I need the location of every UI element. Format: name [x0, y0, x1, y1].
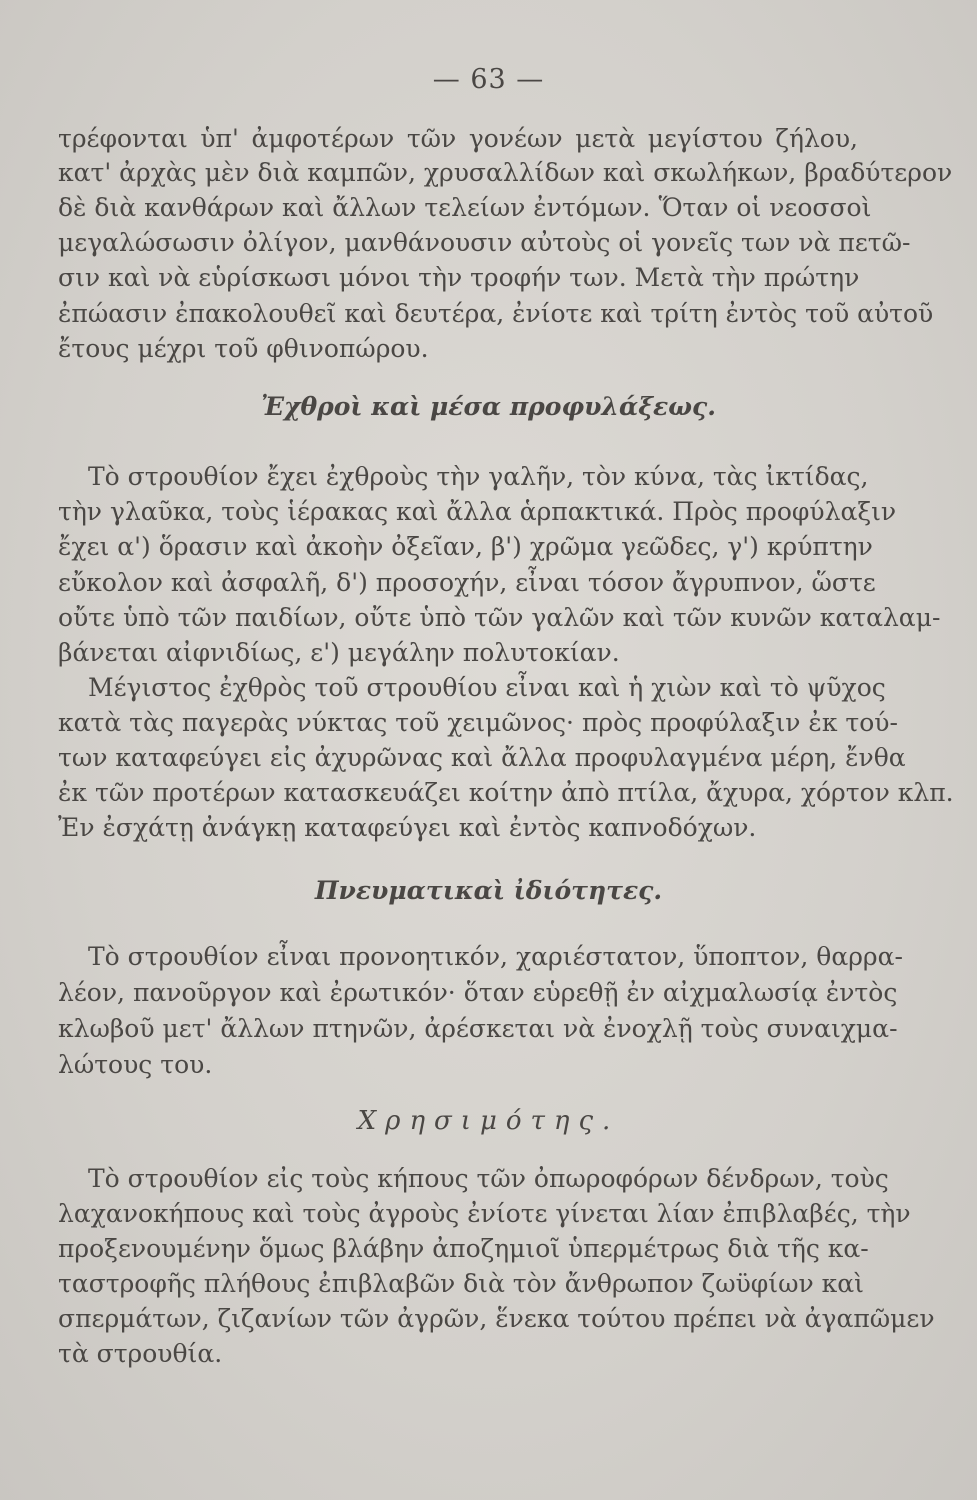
- text-line: σπερμάτων, ζιζανίων τῶν ἀγρῶν, ἕνεκα τούτου πρέπει νὰ ἀγαπῶμεν: [58, 1304, 935, 1333]
- text-line: ταστροφῆς πλήθους ἐπιβλαβῶν διὰ τὸν ἄνθρωπον ζωϋφίων καὶ: [58, 1269, 864, 1298]
- text-line: κατ' ἀρχὰς μὲν διὰ καμπῶν, χρυσαλλίδων καὶ σκωλήκων, βραδύτερον: [58, 158, 953, 187]
- text-line: κατὰ τὰς παγερὰς νύκτας τοῦ χειμῶνος· πρὸς προφύλαξιν ἐκ τού-: [58, 708, 898, 737]
- page-number: — 63 —: [432, 64, 545, 95]
- text-line: ἔτους μέχρι τοῦ φθινοπώρου.: [58, 334, 429, 363]
- text-line: των καταφεύγει εἰς ἀχυρῶνας καὶ ἄλλα προφυλαγμένα μέρη, ἔνθα: [58, 743, 906, 772]
- text-line: βάνεται αἰφνιδίως, ε') μεγάλην πολυτοκίαν.: [58, 638, 620, 667]
- text-line: λώτους του.: [58, 1050, 213, 1079]
- text-line: ἐπώασιν ἐπακολουθεῖ καὶ δευτέρα, ἐνίοτε καὶ τρίτη ἐντὸς τοῦ αὐτοῦ: [58, 299, 934, 328]
- text-line: Τὸ στρουθίον ἔχει ἐχθροὺς τὴν γαλῆν, τὸν κύνα, τὰς ἰκτίδας,: [88, 462, 869, 491]
- text-line: μεγαλώσωσιν ὀλίγον, μανθάνουσιν αὐτοὺς οἱ γονεῖς των νὰ πετῶ-: [58, 228, 911, 257]
- text-line: τὴν γλαῦκα, τοὺς ἱέρακας καὶ ἄλλα ἁρπακτικά. Πρὸς προφύλαξιν: [58, 497, 897, 526]
- text-line: τρέφονται ὑπ' ἀμφοτέρων τῶν γονέων μετὰ μεγίστου ζήλου,: [58, 124, 858, 153]
- section-heading-usefulness: Χρησιμότης.: [357, 1106, 620, 1136]
- text-line: ἐκ τῶν προτέρων κατασκευάζει κοίτην ἀπὸ πτίλα, ἄχυρα, χόρτον κλπ.: [58, 778, 954, 807]
- text-line: Ἐν ἐσχάτῃ ἀνάγκῃ καταφεύγει καὶ ἐντὸς καπνοδόχων.: [58, 813, 757, 842]
- text-line: Τὸ στρουθίον εἶναι προνοητικόν, χαριέστατον, ὕποπτον, θαρρα-: [88, 942, 903, 971]
- section-heading-enemies: Ἐχθροὶ καὶ μέσα προφυλάξεως.: [261, 392, 716, 421]
- section-heading-mental-traits: Πνευματικαὶ ἰδιότητες.: [314, 876, 663, 905]
- text-line: προξενουμένην ὅμως βλάβην ἀποζημιοῖ ὑπερμέτρως διὰ τῆς κα-: [58, 1234, 869, 1263]
- text-line: δὲ διὰ κανθάρων καὶ ἄλλων τελείων ἐντόμων. Ὅταν οἱ νεοσσοὶ: [58, 193, 872, 222]
- text-line: κλωβοῦ μετ' ἄλλων πτηνῶν, ἀρέσκεται νὰ ἐνοχλῇ τοὺς συναιχμα-: [58, 1014, 898, 1043]
- text-line: Τὸ στρουθίον εἰς τοὺς κήπους τῶν ὀπωροφόρων δένδρων, τοὺς: [88, 1164, 889, 1193]
- text-line: τὰ στρουθία.: [58, 1339, 223, 1368]
- text-line: ἔχει α') ὅρασιν καὶ ἀκοὴν ὀξεῖαν, β') χρῶμα γεῶδες, γ') κρύπτην: [58, 532, 873, 561]
- text-line: Μέγιστος ἐχθρὸς τοῦ στρουθίου εἶναι καὶ ἡ χιὼν καὶ τὸ ψῦχος: [88, 673, 886, 702]
- text-line: λέον, πανοῦργον καὶ ἐρωτικόν· ὅταν εὑρεθῇ ἐν αἰχμαλωσίᾳ ἐντὸς: [58, 978, 898, 1007]
- text-line: εὔκολον καὶ ἀσφαλῆ, δ') προσοχήν, εἶναι τόσον ἄγρυπνον, ὥστε: [58, 568, 876, 597]
- text-line: σιν καὶ νὰ εὑρίσκωσι μόνοι τὴν τροφήν των. Μετὰ τὴν πρώτην: [58, 263, 860, 292]
- text-line: λαχανοκήπους καὶ τοὺς ἀγροὺς ἐνίοτε γίνεται λίαν ἐπιβλαβές, τὴν: [58, 1199, 911, 1228]
- text-line: οὔτε ὑπὸ τῶν παιδίων, οὔτε ὑπὸ τῶν γαλῶν καὶ τῶν κυνῶν καταλαμ-: [58, 603, 941, 632]
